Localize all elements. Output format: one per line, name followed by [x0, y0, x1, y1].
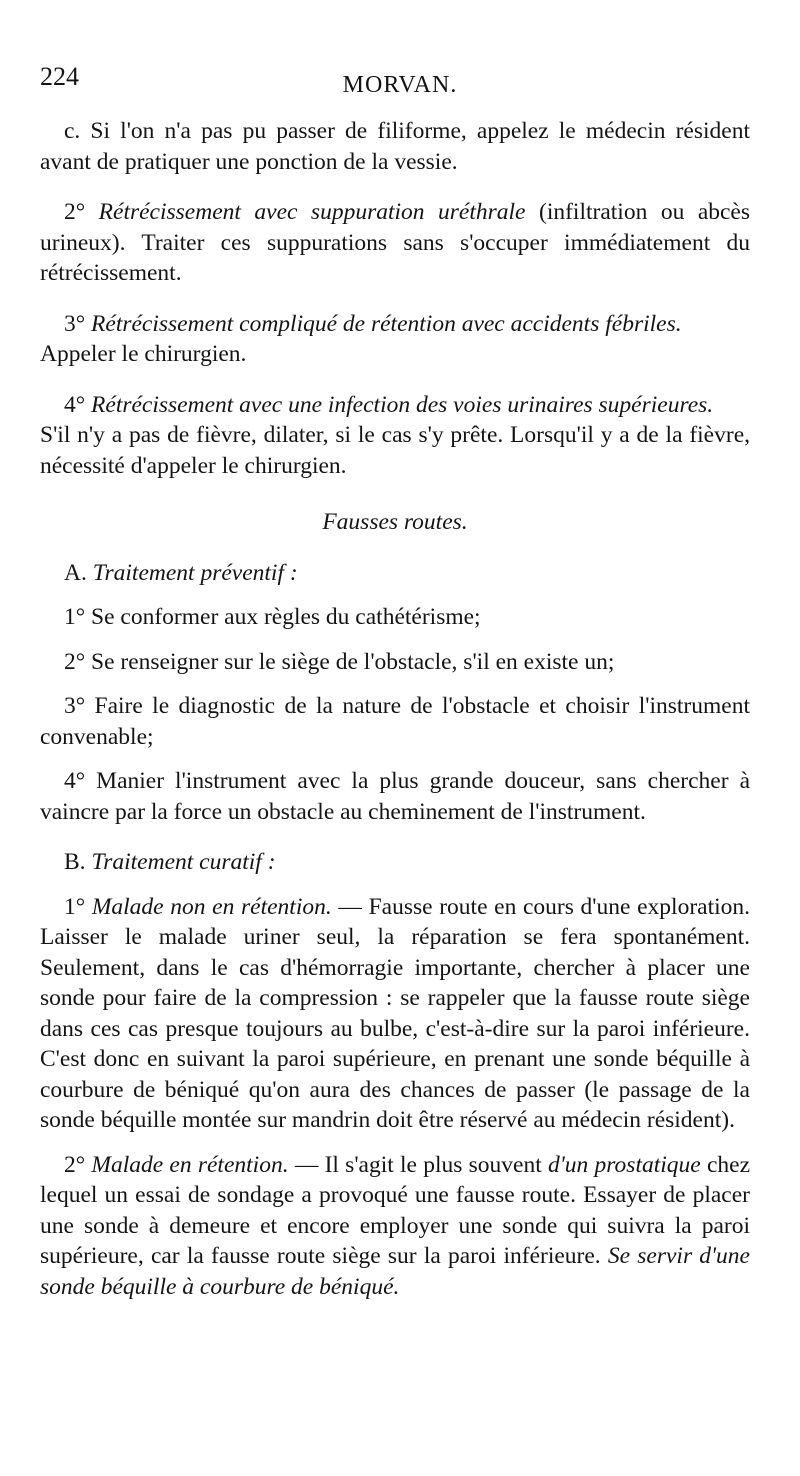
item-number: 3° — [64, 310, 86, 337]
paragraph-b2 — [40, 1150, 750, 1303]
paragraph-2 — [40, 197, 750, 289]
item-title: Rétrécissement compliqué de rétention avec accidents fébriles. — [91, 310, 682, 337]
item-title: Malade non en rétention. — [91, 893, 332, 920]
item-text: chez lequel un essai de sondage a provoqué une fausse route. Essayer de placer une sonde à demeure et encore employer une sonde qui suivra la paroi supérieure, car la fausse route siège sur la paroi inférieure. — [40, 1151, 751, 1269]
subsection-title: Traitement préventif : — [92, 559, 298, 586]
subsection-a-heading — [40, 558, 750, 589]
item-text: — Il s'agit le plus souvent — [294, 1151, 542, 1178]
item-number: 4° — [64, 391, 86, 418]
subsection-title: Traitement curatif : — [91, 849, 276, 875]
item-text: (infiltration ou abcès urineux). Traiter ces suppurations sans s'occuper immédiatement du rétrécissement. — [40, 199, 751, 286]
paragraph-b1 — [40, 892, 750, 1136]
item-text: Appeler le chirurgien. — [40, 341, 247, 367]
list-item: 4° Manier l'instrument avec la plus grande douceur, sans chercher à vaincre par la force un obstacle au cheminement de l'instrument. — [40, 768, 750, 825]
item-emphasis: d'un prostatique — [548, 1151, 701, 1178]
item-title: Rétrécissement avec une infection des voies urinaires supérieures. — [91, 391, 714, 418]
item-title: Rétrécissement avec suppuration uréthrale — [98, 199, 526, 225]
list-item: 2° Se renseigner sur le siège de l'obstacle, s'il en existe un; — [64, 648, 615, 675]
subsection-b-heading — [40, 847, 750, 878]
section-heading — [40, 507, 750, 538]
running-title: MORVAN. — [342, 72, 458, 98]
paragraph-3 — [40, 309, 750, 370]
paragraph-c: c. Si l'on n'a pas pu passer de filiforme, appelez le médecin résident avant de pratiquer une ponction de la vessie. — [40, 118, 750, 175]
subsection-label: A. — [64, 559, 87, 586]
section-title: Fausses routes. — [322, 509, 468, 535]
item-emphasis: Se servir d'une sonde béquille à courbure de béniqué. — [40, 1243, 750, 1300]
page-number: 224 — [40, 62, 79, 91]
item-text: — Fausse route en cours d'une exploration. Laisser le malade uriner seul, la réparation se fera spontanément. Seulement, dans le cas d'hémorragie importante, chercher à placer une sonde pour faire de la compression : se rappeler que la fausse route siège dans ces cas presque toujours au bulbe, c'est-à-dire sur la paroi inférieure. C'est donc en suivant la paroi supérieure, en prenant une sonde béquille à courbure de béniqué qu'on aura des chances de passer (le passage de la sonde béquille montée sur mandrin doit être réservé au médecin résident). — [40, 893, 751, 1133]
subsection-label: B. — [64, 849, 86, 875]
item-number: 1° — [64, 893, 86, 920]
item-number: 2° — [64, 1151, 86, 1178]
body-text — [40, 116, 750, 1302]
item-text: S'il n'y a pas de fièvre, dilater, si le cas s'y prête. Lorsqu'il y a de la fièvre, nécessité d'appeler le chirurgien. — [40, 422, 750, 479]
list-item: 1° Se conformer aux règles du cathétérisme; — [64, 604, 481, 630]
list-item: 3° Faire le diagnostic de la nature de l'obstacle et choisir l'instrument convenable; — [40, 693, 750, 750]
paragraph-4 — [40, 390, 750, 482]
item-title: Malade en rétention. — [91, 1151, 289, 1178]
item-number: 2° — [64, 199, 86, 225]
